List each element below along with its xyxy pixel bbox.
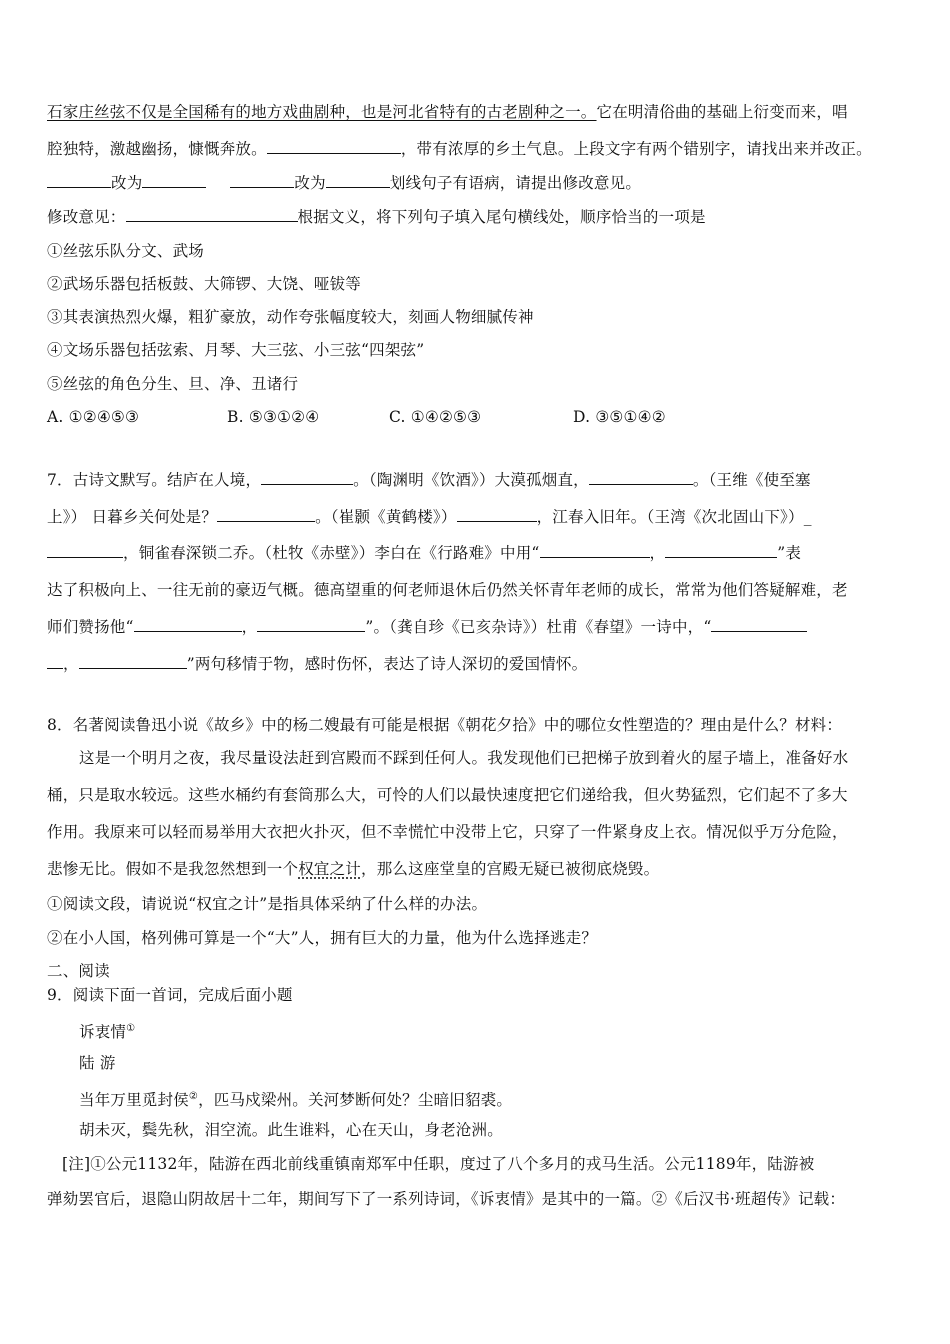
q8-subquestion-1: ①阅读文段，请说说“权宜之计”是指具体采纳了什么样的办法。 xyxy=(47,895,488,913)
q7-line-4: 达了积极向上、一往无前的豪迈气概。德高望重的何老师退休后仍然关怀青年老师的成长，常常为他们答疑解难，老 xyxy=(47,581,848,599)
answer-blank[interactable] xyxy=(126,207,298,222)
q7-line-2: 上》） 日暮乡关何处是？ 。（崔颢《黄鹤楼》） ，江春入旧年。（王湾《次北固山下》）_ xyxy=(47,508,812,526)
underlined-sentence: 石家庄丝弦不仅是全国稀有的地方戏曲剧种，也是河北省特有的古老剧种之一。 xyxy=(47,103,597,121)
option-b[interactable]: B. ⑤③①②④ xyxy=(227,408,320,426)
q8-material-line: 这是一个明月之夜，我尽量设法赶到宫殿而不踩到任何人。我发现他们已把梯子放到着火的屋子墙上，准备好水 xyxy=(79,749,849,767)
choice-options xyxy=(47,407,666,427)
answer-blank[interactable] xyxy=(589,470,693,485)
option-c[interactable]: C. ①④②⑤③ xyxy=(389,408,482,426)
poem-note: [注]①公元1132年，陆游在西北前线重镇南郑军中任职，度过了八个多月的戎马生活。公元1189年，陆游被 xyxy=(62,1155,815,1173)
poem-line-2: 胡未灭，鬓先秋，泪空流。此生谁料，心在天山，身老沧洲。 xyxy=(79,1121,503,1139)
q7-line-1: 7．古诗文默写。结庐在人境， 。（陶渊明《饮酒》）大漠孤烟直， 。（王维《使至塞 xyxy=(47,471,811,489)
answer-blank[interactable] xyxy=(217,507,315,522)
p6-line-1: 石家庄丝弦不仅是全国稀有的地方戏曲剧种，也是河北省特有的古老剧种之一。它在明清俗曲的基础上衍变而来，唱 xyxy=(47,103,848,121)
q9-question: 9．阅读下面一首词，完成后面小题 xyxy=(47,986,293,1004)
answer-blank[interactable] xyxy=(230,173,294,188)
answer-blank[interactable] xyxy=(47,654,63,669)
q7-line-3: ，铜雀春深锁二乔。（杜牧《赤壁》）李白在《行路难》中用“ ， ”表 xyxy=(47,543,801,563)
answer-blank[interactable] xyxy=(267,139,401,154)
answer-blank[interactable] xyxy=(711,617,807,632)
p6-line-2: 腔独特，激越幽扬，慷慨奔放。 ，带有浓厚的乡土气息。上段文字有两个错别字，请找出来并改正。 xyxy=(47,140,872,158)
answer-blank[interactable] xyxy=(134,617,242,632)
emphasized-phrase: 权宜之计 xyxy=(298,860,362,878)
q8-question: 8．名著阅读鲁迅小说《故乡》中的杨二嫂最有可能是根据《朝花夕拾》中的哪位女性塑造的？理由是什么？材料： xyxy=(47,716,843,734)
p6-line-4: 修改意见： 根据文义，将下列句子填入尾句横线处，顺序恰当的一项是 xyxy=(47,208,706,226)
q7-line-5: 师们赞扬他“ ， ”。（龚自珍《已亥杂诗》）杜甫《春望》一诗中，“ xyxy=(47,617,807,637)
q7-line-6: ， ”两句移情于物，感时伤怀，表达了诗人深切的爱国情怀。 xyxy=(47,654,587,674)
q8-material-line: 作用。我原来可以轻而易举用大衣把火扑灭，但不幸慌忙中没带上它，只穿了一件紧身皮上衣。情况似乎万分危险， xyxy=(47,823,848,841)
q8-subquestion-2: ②在小人国，格列佛可算是一个“大”人，拥有巨大的力量，他为什么选择逃走？ xyxy=(47,929,598,947)
poem-line-1: 当年万里觅封侯②，匹马戍梁州。关河梦断何处？尘暗旧貂裘。 xyxy=(79,1091,513,1110)
answer-blank[interactable] xyxy=(457,507,537,522)
list-item: ⑤丝弦的角色分生、旦、净、丑诸行 xyxy=(47,375,299,393)
poem-note: 弹劾罢官后，退隐山阴故居十二年，期间写下了一系列诗词，《诉衷情》是其中的一篇。②《后汉书·班超传》记载： xyxy=(47,1190,846,1208)
q8-material-line: 悲惨无比。假如不是我忽然想到一个权宜之计，那么这座堂皇的宫殿无疑已被彻底烧毁。 xyxy=(47,860,660,878)
poem-title: 诉衷情① xyxy=(79,1023,136,1042)
p6-line-3: 改为 改为 划线句子有语病，请提出修改意见。 xyxy=(47,173,641,193)
answer-blank[interactable] xyxy=(79,654,187,669)
list-item: ③其表演热烈火爆，粗犷豪放，动作夸张幅度较大，刻画人物细腻传神 xyxy=(47,308,534,326)
answer-blank[interactable] xyxy=(540,543,650,558)
poem-author: 陆 游 xyxy=(79,1054,116,1072)
list-item: ④文场乐器包括弦索、月琴、大三弦、小三弦“四架弦” xyxy=(47,341,425,359)
answer-blank[interactable] xyxy=(326,173,390,188)
answer-blank[interactable] xyxy=(142,173,206,188)
section-heading: 二、阅读 xyxy=(47,962,110,980)
list-item: ②武场乐器包括板鼓、大筛锣、大饶、哑钹等 xyxy=(47,275,362,293)
answer-blank[interactable] xyxy=(47,173,111,188)
list-item: ①丝弦乐队分文、武场 xyxy=(47,242,205,260)
option-d[interactable]: D. ③⑤①④② xyxy=(573,408,666,426)
answer-blank[interactable] xyxy=(665,543,777,558)
option-a[interactable]: A. ①②④⑤③ xyxy=(47,408,140,426)
answer-blank[interactable] xyxy=(257,617,365,632)
answer-blank[interactable] xyxy=(47,543,123,558)
answer-blank[interactable] xyxy=(261,470,353,485)
q8-material-line: 桶，只是取水较远。这些水桶约有套筒那么大，可怜的人们以最快速度把它们递给我，但火势猛烈，它们起不了多大 xyxy=(47,786,848,804)
